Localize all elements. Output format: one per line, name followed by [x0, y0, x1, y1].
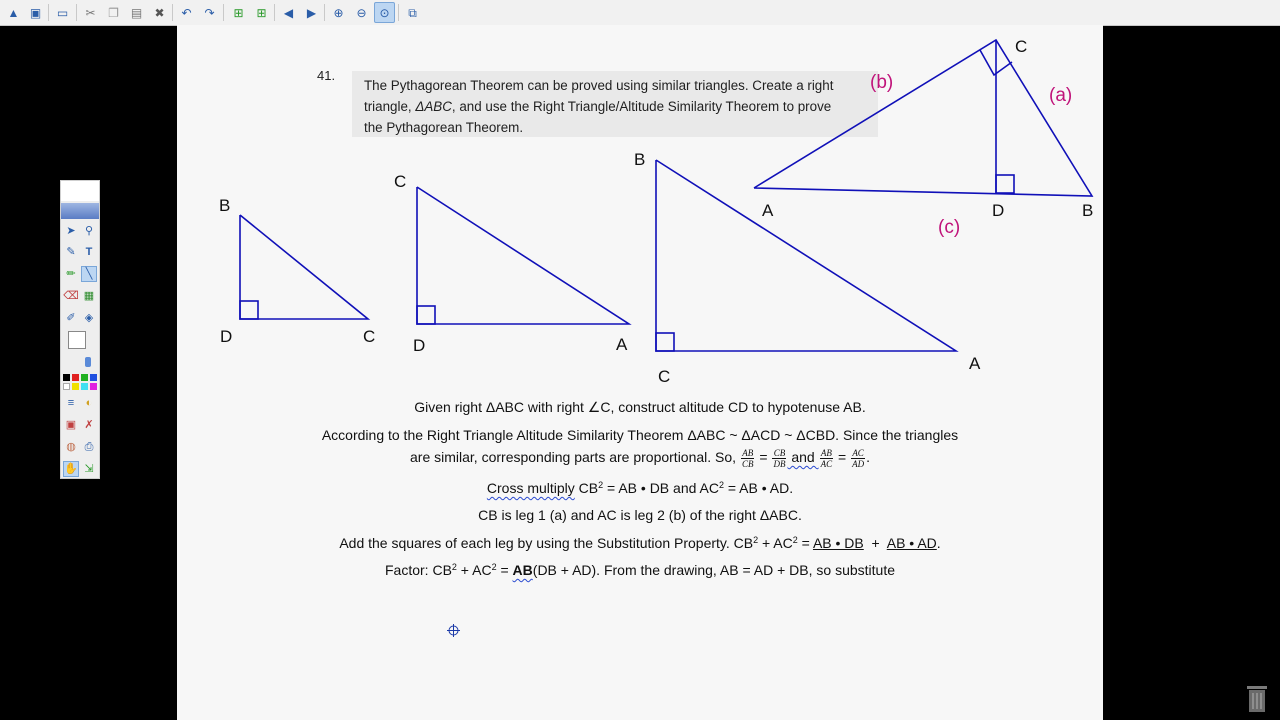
prompt-line-3: the Pythagorean Theorem.	[364, 120, 524, 135]
vertex-label-b: B	[1082, 201, 1094, 220]
right-angle-d-marker	[996, 175, 1014, 193]
clear-icon[interactable]: ✗	[84, 418, 94, 431]
text-icon[interactable]: T	[85, 245, 93, 258]
color-swatch-cyan[interactable]	[81, 383, 88, 390]
proof-line-given: Given right ΔABC with right ∠C, construct altitude CD to hypotenuse AB.	[414, 399, 866, 415]
trash-icon[interactable]	[1245, 684, 1269, 714]
prompt-line-1: The Pythagorean Theorem can be proved using similar triangles. Create a right	[364, 78, 834, 93]
prompt-line-2b: , and use the Right Triangle/Altitude Similarity Theorem to prove	[451, 99, 832, 114]
color-swatch-white[interactable]	[63, 383, 70, 390]
cut-icon[interactable]: ✂	[85, 5, 96, 20]
question-number: 41.	[317, 68, 336, 83]
proof-line-similarity: According to the Right Triangle Altitude Similarity Theorem ΔABC ~ ΔACD ~ ΔCBD. Since the triangles	[321, 427, 959, 443]
middle-label-d: D	[413, 336, 426, 355]
color-swatch-yellow[interactable]	[72, 383, 79, 390]
copy-icon[interactable]: ❐	[108, 5, 119, 20]
exit-icon[interactable]: ⇲	[84, 462, 94, 475]
marker-icon[interactable]: ✐	[66, 311, 76, 324]
main-triangle	[754, 40, 1092, 196]
small-label-d: D	[220, 327, 233, 346]
middle-label-c: C	[394, 172, 407, 191]
zoom-tool-icon[interactable]: ⚲	[84, 224, 94, 237]
color-swatch-red[interactable]	[72, 374, 79, 381]
vertex-label-d: D	[992, 201, 1005, 220]
stroke-color-swatch[interactable]	[68, 331, 86, 349]
fill-icon[interactable]: ◈	[84, 311, 94, 324]
select-icon[interactable]: ➤	[66, 224, 76, 237]
insert-page-after-icon[interactable]: ⊞	[256, 5, 267, 20]
vertex-label-a: A	[762, 201, 774, 220]
large-label-b: B	[634, 150, 646, 169]
small-label-c: C	[363, 327, 376, 346]
pen-preview-icon[interactable]	[61, 203, 99, 219]
prompt-triangle-name: ΔABC	[415, 99, 452, 114]
open-icon[interactable]: ▲	[7, 5, 20, 20]
eraser-icon[interactable]: ⌫	[63, 289, 79, 302]
large-label-a: A	[969, 354, 981, 373]
proportions-text: are similar, corresponding parts are proportional. So,	[410, 449, 740, 465]
save-icon[interactable]: ▣	[29, 5, 42, 20]
color-swatch-black[interactable]	[63, 374, 70, 381]
color-swatch-green[interactable]	[81, 374, 88, 381]
proof-line-cross-multiply: Cross multiply $CB^2$ = AB • DB and $AC^2$ = AB • AD.	[486, 480, 794, 496]
delete-icon[interactable]: ✖	[154, 5, 165, 20]
color-swatch-blue[interactable]	[90, 374, 97, 381]
line-icon[interactable]: ╲	[81, 266, 97, 282]
fraction-ac-ad: $\frac{AC}{AD}$	[852, 447, 865, 469]
middle-label-a: A	[616, 335, 628, 354]
proof-line-add-squares: Add the squares of each leg by using the Substitution Property. $CB^2 + AC^2$ = AB • DB + AB • AD.	[339, 535, 941, 551]
print-icon[interactable]: ▭	[56, 5, 69, 20]
page-icon[interactable]: ▣	[65, 418, 77, 431]
width-slider[interactable]	[85, 357, 91, 367]
stamp-icon[interactable]: ◍	[66, 440, 76, 453]
proof-line-factor: Factor: $CB^2 + AC^2 = AB(DB + AD)$. From the drawing, AB = AD + DB, so substitute	[385, 562, 895, 578]
insert-page-icon[interactable]: ⊞	[233, 5, 244, 20]
middle-triangle	[417, 187, 629, 324]
back-icon[interactable]: ◀	[283, 5, 294, 20]
equals-sign: =	[834, 449, 851, 465]
tool-palette[interactable]	[60, 180, 100, 479]
palette-header[interactable]	[61, 181, 99, 201]
period: .	[866, 449, 870, 465]
small-label-b: B	[219, 196, 231, 215]
zoom-in-icon[interactable]: ⊕	[333, 5, 344, 20]
redo-icon[interactable]: ↷	[204, 5, 215, 20]
zoom-out-icon[interactable]: ⊖	[356, 5, 367, 20]
equals-sign: =	[755, 449, 772, 465]
middle-right-angle-marker	[417, 306, 435, 324]
proof-line-legs: CB is leg 1 (a) and AC is leg 2 (b) of the right ΔABC.	[478, 507, 802, 523]
prompt-line-2a: triangle,	[364, 99, 416, 114]
image-icon[interactable]: ▦	[83, 289, 95, 302]
color-swatch-magenta[interactable]	[90, 383, 97, 390]
vertex-label-c: C	[1015, 37, 1028, 56]
side-label-a: (a)	[1049, 85, 1073, 106]
crosshair-cursor-icon	[447, 624, 460, 637]
side-label-c: (c)	[938, 217, 961, 238]
fraction-ab-ac: $\frac{AB}{AC}$	[820, 447, 833, 469]
undo-icon[interactable]: ↶	[181, 5, 192, 20]
line-style-icon[interactable]: ≡	[67, 396, 75, 409]
side-label-b: (b)	[870, 72, 894, 93]
large-label-c: C	[658, 367, 671, 386]
large-right-angle-marker	[656, 333, 674, 351]
screen-capture-icon[interactable]: ⎙	[84, 440, 94, 453]
shapes-icon[interactable]: ◐	[85, 396, 93, 409]
small-triangle	[240, 215, 368, 319]
and-word: and	[787, 449, 819, 465]
forward-icon[interactable]: ▶	[306, 5, 317, 20]
small-right-angle-marker	[240, 301, 258, 319]
hand-tool-icon[interactable]: ✋	[63, 461, 79, 477]
zoom-fit-icon[interactable]: ⊙	[374, 2, 395, 23]
highlighter-icon[interactable]: ✏	[66, 267, 76, 280]
fraction-cb-db: $\frac{CB}{DB}$	[773, 447, 786, 469]
fraction-ab-cb: $\frac{AB}{CB}$	[741, 447, 754, 469]
fullscreen-icon[interactable]: ⧉	[408, 5, 417, 20]
pen-icon[interactable]: ✎	[66, 245, 76, 258]
proof-line-proportions	[177, 443, 1103, 471]
paste-icon[interactable]: ▤	[130, 5, 143, 20]
